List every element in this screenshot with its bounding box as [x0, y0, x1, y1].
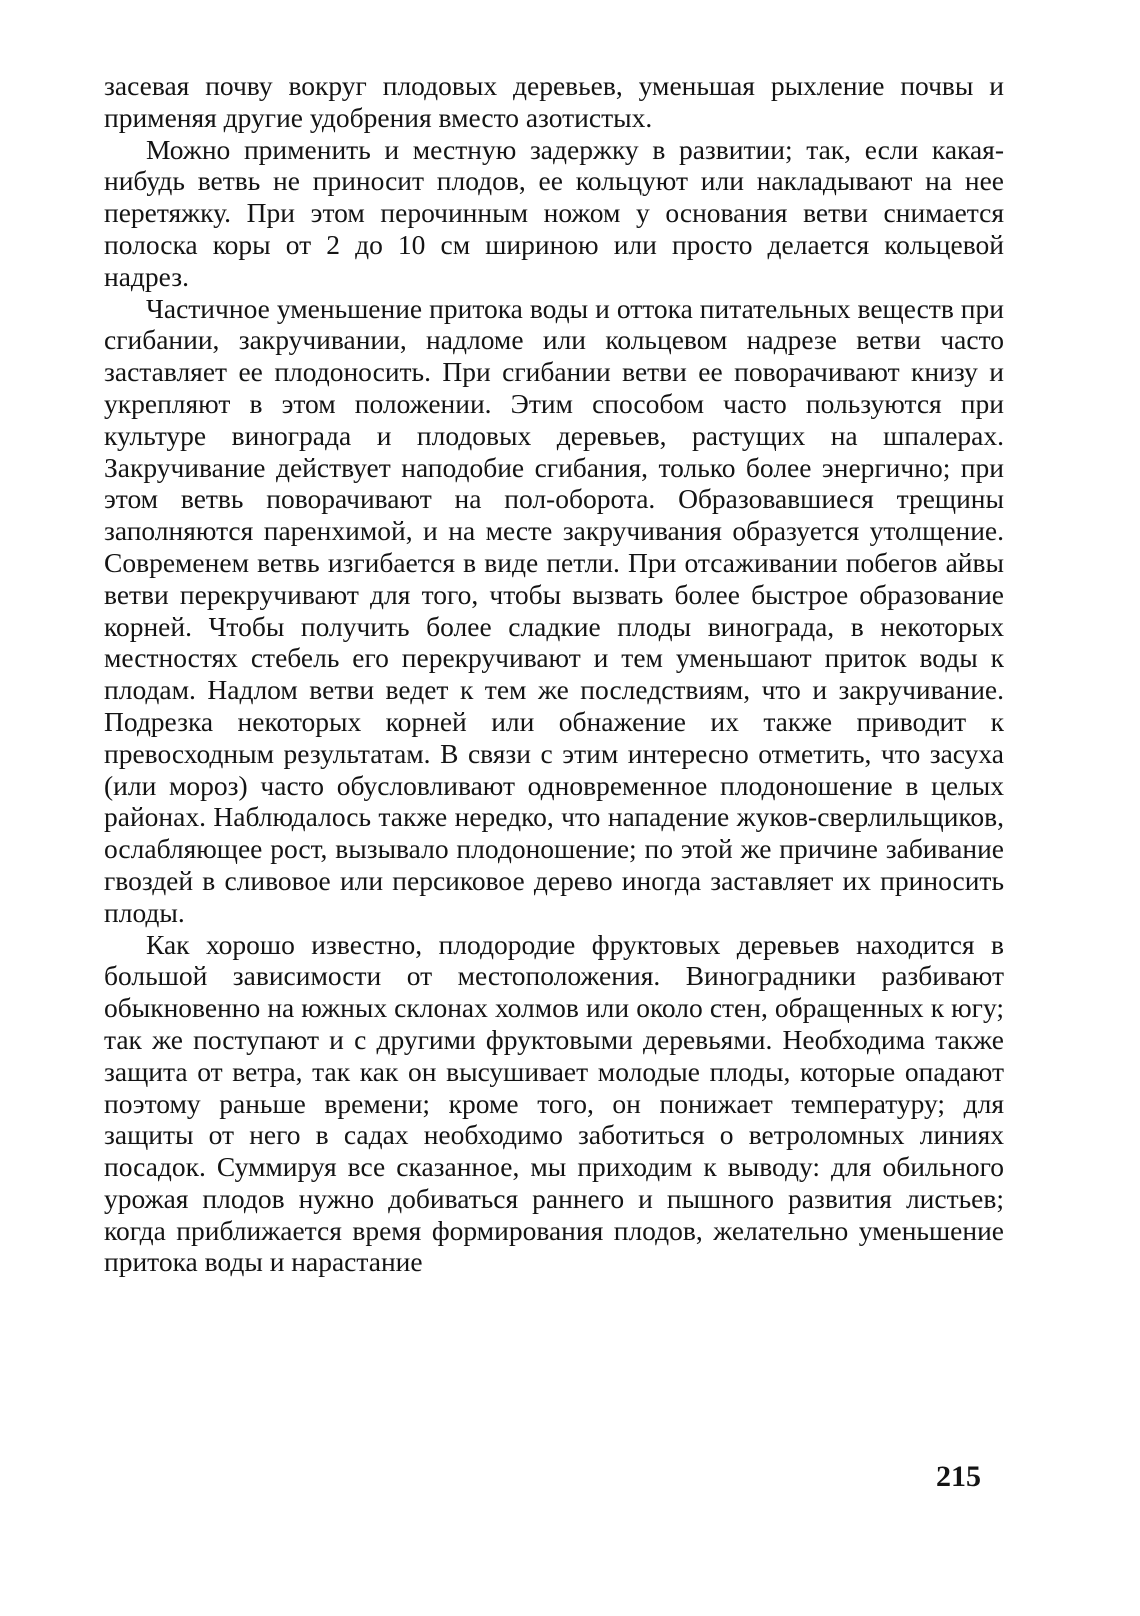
- body-text: [104, 70, 1004, 1278]
- paragraph-location: Как хорошо известно, плодородие фруктовых деревьев находится в большой зависимости от местоположения. Виноградники разбивают обыкновенно на южных склонах холмов или около стен, обращенных к югу; так же поступают и с другими фруктовыми деревьями. Необходима также защита от ветра, так как он высушивает молодые плоды, которые опадают поэтому раньше времени; кроме того, он понижает температуру; для защиты от него в садах необходимо заботиться о ветроломных линиях посадок. Суммируя все сказанное, мы приходим к выводу: для обильного урожая плодов нужно добиваться раннего и пышного развития листьев; когда приближается время формирования плодов, желательно уменьшение притока воды и нарастание: [104, 928, 1004, 1278]
- page-number: 215: [936, 1460, 981, 1493]
- paragraph-local-delay: Можно применить и местную задержку в развитии; так, если какая-нибудь ветвь не приносит плодов, ее кольцуют или накладывают на нее перетяжку. При этом перочинным ножом у основания ветви снимается полоска коры от 2 до 10 см шириною или просто делается кольцевой надрез.: [104, 133, 1004, 292]
- paragraph-bending-twisting: Частичное уменьшение притока воды и оттока питательных веществ при сгибании, закручивании, надломе или кольцевом надрезе ветви часто заставляет ее плодоносить. При сгибании ветви ее поворачивают книзу и укрепляют в этом положении. Этим способом часто пользуются при культуре винограда и плодовых деревьев, растущих на шпалерах. Закручивание действует наподобие сгибания, только более энергично; при этом ветвь поворачивают на пол-оборота. Образовавшиеся трещины заполняются паренхимой, и на месте закручивания образуется утолщение. Современем ветвь изгибается в виде петли. При отсаживании побегов айвы ветви перекручивают для того, чтобы вызвать более быстрое образование корней. Чтобы получить более сладкие плоды винограда, в некоторых местностях стебель его перекручивают и тем уменьшают приток воды к плодам. Надлом ветви ведет к тем же последствиям, что и закручивание. Подрезка некоторых корней или обнажение их также приводит к превосходным результатам. В связи с этим интересно отметить, что засуха (или мороз) часто обусловливают одновременное плодоношение в целых районах. Наблюдалось также нередко, что нападение жуков-сверлильщиков, ослабляющее рост, вызывало плодоношение; по этой же причине забивание гвоздей в сливовое или персиковое дерево иногда заставляет их приносить плоды.: [104, 292, 1004, 928]
- paragraph-continuation: засевая почву вокруг плодовых деревьев, уменьшая рыхление почвы и применяя другие удобрения вместо азотистых.: [104, 70, 1004, 133]
